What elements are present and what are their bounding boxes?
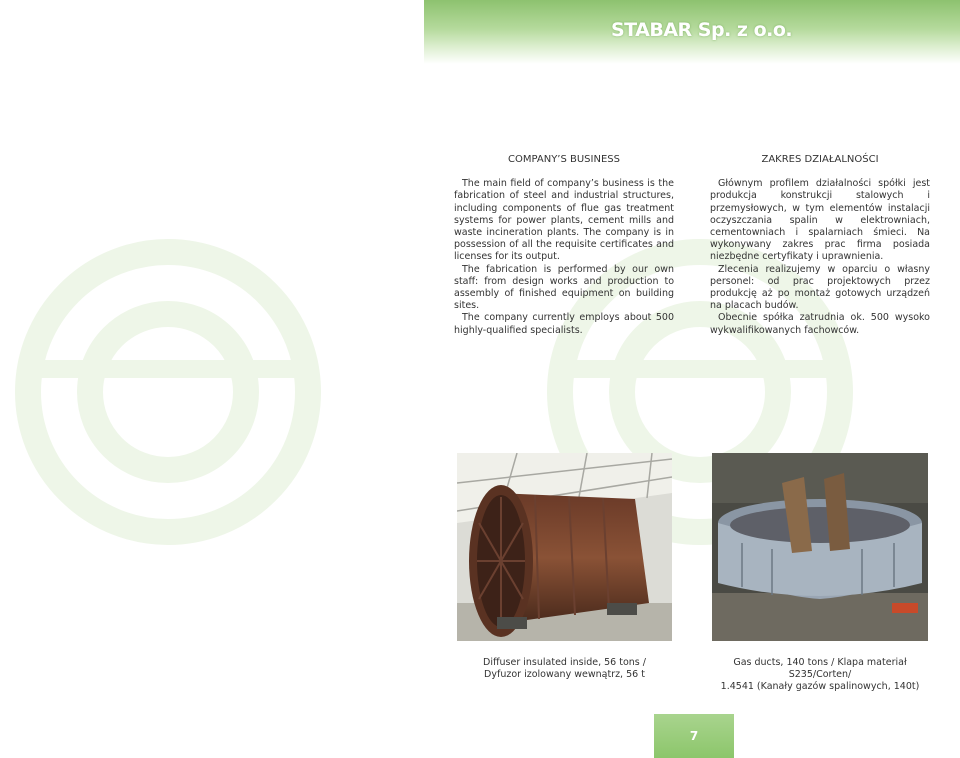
company-brand: STABAR Sp. z o.o. (611, 19, 793, 41)
paragraph-en: The company currently employs about 500 highly-qualified specialists. (454, 312, 674, 336)
paragraph-en: The main field of company’s business is the fabrication of steel and industrial structures, including components of flue gas treatment systems for power plants, cement mills and waste incineration plants. The company is in possession of all the requisite certificates and licenses for its output. (454, 178, 674, 263)
caption-line: Diffuser insulated inside, 56 tons / (483, 657, 646, 668)
paragraph-pl: Obecnie spółka zatrudnia ok. 500 wysoko wykwalifikowanych fachowców. (710, 312, 930, 336)
polish-column (710, 154, 930, 337)
page-number: 7 (654, 714, 734, 758)
section-heading-pl: ZAKRES DZIAŁALNOŚCI (761, 154, 879, 165)
gas-duct-photo (712, 453, 928, 641)
paragraph-en: The fabrication is performed by our own staff: from design works and production to assembly of finished equipment on building sites. (454, 263, 674, 312)
paragraph-pl: Głównym profilem działalności spółki jest produkcja konstrukcji stalowych i przemysłowych, w tym elementów instalacji oczyszczania spalin w elektrowniach, cementowniach i spalarniach śmieci. Na wykonywany zakres prac firma posiada niezbędne certyfikaty i uprawnienia. (710, 178, 930, 263)
diffuser-photo (457, 453, 672, 641)
caption-line: Gas ducts, 140 tons / Klapa materiał S235/Corten/ (733, 657, 907, 680)
photo-caption (457, 657, 672, 681)
photo-caption (705, 657, 935, 693)
english-column (454, 154, 674, 337)
caption-line: Dyfuzor izolowany wewnątrz, 56 t (484, 669, 645, 680)
caption-line: 1.4541 (Kanały gazów spalinowych, 140t) (720, 681, 920, 692)
section-heading-en: COMPANY’S BUSINESS (508, 154, 620, 165)
paragraph-pl: Zlecenia realizujemy w oparciu o własny personel: od prac projektowych przez produkcję aż po montaż gotowych urządzeń na placach budów. (710, 263, 930, 312)
